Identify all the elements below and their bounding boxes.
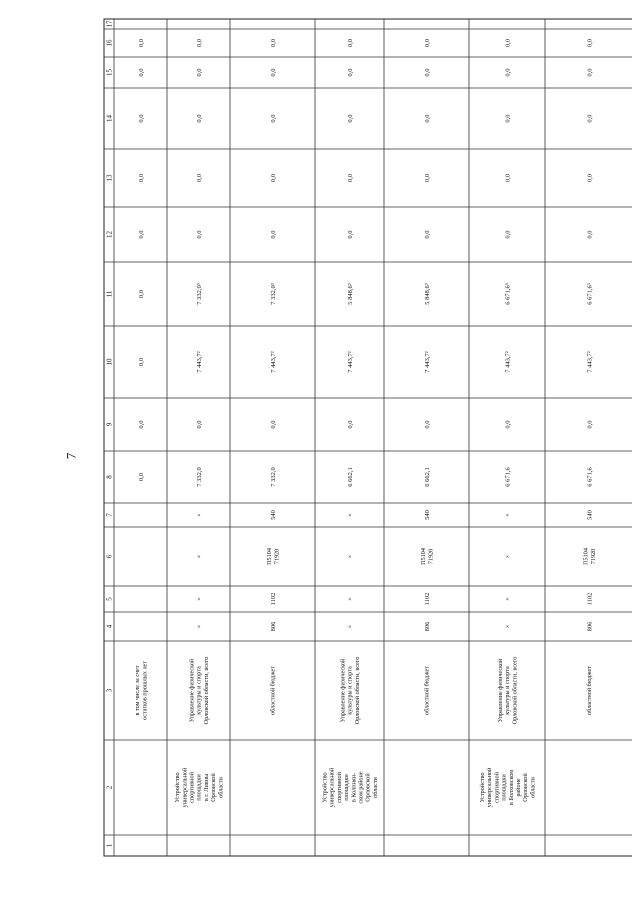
value-cell: 0,0 bbox=[269, 38, 277, 48]
value-cell: 0,0 bbox=[504, 420, 512, 429]
code-cell: П510471920 bbox=[420, 548, 435, 565]
value-cell: 0,0 bbox=[423, 420, 431, 429]
header-cell-3: 3 bbox=[105, 688, 114, 693]
header-cell-12: 12 bbox=[105, 231, 114, 238]
value-cell: 0,0 bbox=[504, 230, 512, 239]
header-cell-1: 1 bbox=[105, 843, 114, 848]
value-cell: 0,0 bbox=[346, 114, 354, 123]
value-cell: 7 332,0 bbox=[195, 467, 203, 487]
value-cell: 0,0 bbox=[195, 38, 203, 48]
value-cell: 7 332,0³ bbox=[195, 283, 203, 305]
header-cell-14: 14 bbox=[105, 115, 114, 122]
value-cell: 1102 bbox=[423, 592, 431, 606]
value-cell: 806 bbox=[586, 621, 594, 632]
value-cell: 0,0 bbox=[269, 114, 277, 123]
header-cell-4: 4 bbox=[105, 624, 114, 629]
value-cell: 0,0 bbox=[195, 230, 203, 239]
value-cell: 0,0 bbox=[137, 38, 145, 48]
value-cell: 7 443,7² bbox=[269, 351, 277, 373]
table-body bbox=[104, 19, 632, 856]
header-cell-16: 16 bbox=[105, 39, 114, 47]
source-cell: областной бюджет bbox=[423, 666, 431, 715]
value-cell: 0,0 bbox=[346, 38, 354, 48]
header-cell-2: 2 bbox=[105, 785, 114, 790]
value-cell: × bbox=[195, 624, 203, 629]
value-cell: 0,0 bbox=[423, 114, 431, 123]
header-cell-10: 10 bbox=[105, 358, 114, 366]
value-cell: 0,0 bbox=[195, 68, 203, 77]
source-cell: областной бюджет bbox=[269, 666, 277, 715]
value-cell: × bbox=[504, 554, 512, 559]
header-cell-9: 9 bbox=[105, 422, 114, 427]
value-cell: 806 bbox=[269, 621, 277, 632]
value-cell: 0,0 bbox=[423, 68, 431, 77]
value-cell: 6 671,6³ bbox=[586, 283, 594, 305]
object-name-cell: Устройствоуниверсальнойспортивнойплощадкив Колпнян-ском районеОрловскойобласти bbox=[321, 767, 379, 808]
value-cell: 7 332,0³ bbox=[269, 283, 277, 305]
value-cell: 6 662,1 bbox=[346, 467, 354, 487]
value-cell: 6 662,1 bbox=[423, 467, 431, 487]
value-cell: 0,0 bbox=[195, 173, 203, 183]
value-cell: × bbox=[195, 597, 203, 601]
source-cell: в том числе за счетостатков прошлых лет bbox=[134, 660, 149, 721]
value-cell: 0,0 bbox=[137, 68, 145, 77]
value-cell: 5 848,6³ bbox=[423, 283, 431, 305]
value-cell: 540 bbox=[423, 510, 431, 520]
value-cell: 0,0 bbox=[346, 420, 354, 429]
value-cell: 0,0 bbox=[137, 357, 145, 367]
header-cell-15: 15 bbox=[105, 69, 114, 76]
value-cell: 0,0 bbox=[586, 420, 594, 429]
value-cell: 0,0 bbox=[586, 68, 594, 77]
header-cell-6: 6 bbox=[105, 554, 114, 559]
header-cell-5: 5 bbox=[105, 597, 114, 601]
header-cell-17: 17 bbox=[105, 20, 114, 28]
value-cell: 6 671,6 bbox=[504, 467, 512, 487]
value-cell: 806 bbox=[423, 621, 431, 632]
value-cell: 0,0 bbox=[137, 173, 145, 183]
value-cell: × bbox=[346, 513, 354, 517]
value-cell: 7 443,7² bbox=[423, 351, 431, 373]
value-cell: 540 bbox=[586, 510, 594, 520]
value-cell: 0,0 bbox=[586, 38, 594, 48]
value-cell: × bbox=[346, 597, 354, 601]
value-cell: 7 332,0 bbox=[269, 467, 277, 487]
value-cell: 0,0 bbox=[586, 173, 594, 183]
value-cell: 0,0 bbox=[423, 38, 431, 48]
value-cell: 0,0 bbox=[423, 173, 431, 183]
table-frame bbox=[104, 19, 632, 856]
value-cell: × bbox=[346, 624, 354, 629]
value-cell: 0,0 bbox=[586, 114, 594, 123]
value-cell: 0,0 bbox=[504, 68, 512, 77]
object-name-cell: Устройствоуниверсальнойспортивнойплощадкив г. ЛивныОрловскойобласти bbox=[174, 767, 225, 808]
value-cell: 0,0 bbox=[195, 114, 203, 123]
header-cell-8: 8 bbox=[105, 475, 114, 479]
value-cell: 7 443,7² bbox=[504, 351, 512, 373]
value-cell: 0,0 bbox=[137, 472, 145, 482]
value-cell: 7 443,7² bbox=[586, 351, 594, 373]
value-cell: × bbox=[195, 513, 203, 517]
header-cell-11: 11 bbox=[105, 290, 114, 298]
value-cell: 0,0 bbox=[504, 173, 512, 183]
value-cell: 0,0 bbox=[269, 68, 277, 77]
value-cell: 0,0 bbox=[346, 68, 354, 77]
value-cell: × bbox=[346, 554, 354, 559]
header-cell-13: 13 bbox=[105, 174, 114, 182]
value-cell: 0,0 bbox=[137, 230, 145, 239]
value-cell: 0,0 bbox=[195, 420, 203, 429]
value-cell: 5 848,6³ bbox=[346, 283, 354, 305]
value-cell: × bbox=[504, 597, 512, 601]
header-cell-7: 7 bbox=[105, 513, 114, 517]
source-cell: Управление физическойкультуры и спортаОрловской области, всего bbox=[339, 656, 361, 725]
code-cell: П510471920 bbox=[582, 548, 597, 565]
value-cell: 6 671,6³ bbox=[504, 283, 512, 305]
value-cell: 7 443,7² bbox=[195, 351, 203, 373]
value-cell: 0,0 bbox=[269, 420, 277, 429]
source-cell: Управление физическойкультуры и спортаОрловской области, всего bbox=[188, 656, 210, 725]
code-cell: П510471920 bbox=[266, 548, 281, 565]
value-cell: 6 671,6 bbox=[586, 467, 594, 487]
value-cell: 0,0 bbox=[346, 230, 354, 239]
value-cell: 0,0 bbox=[269, 173, 277, 183]
value-cell: 1102 bbox=[586, 592, 594, 606]
source-cell: Управление физическойкультуры и спортаОрловской области, всего bbox=[496, 656, 519, 725]
object-name-cell: Устройствоуниверсальнойспортивнойплощадкив БолховскомрайонеОрловскойобласти bbox=[478, 767, 537, 808]
page-number: 7 bbox=[63, 452, 79, 460]
value-cell: 0,0 bbox=[423, 230, 431, 239]
value-cell: × bbox=[195, 554, 203, 559]
source-cell: областной бюджет bbox=[586, 666, 594, 715]
value-cell: × bbox=[504, 513, 512, 517]
value-cell: 0,0 bbox=[346, 173, 354, 183]
value-cell: 0,0 bbox=[269, 230, 277, 239]
value-cell: 7 443,7² bbox=[346, 351, 354, 373]
value-cell: 0,0 bbox=[137, 114, 145, 123]
value-cell: 0,0 bbox=[504, 38, 512, 48]
value-cell: 1102 bbox=[269, 592, 277, 606]
value-cell: 0,0 bbox=[586, 230, 594, 239]
value-cell: 0,0 bbox=[137, 289, 145, 299]
value-cell: 540 bbox=[269, 510, 277, 520]
value-cell: × bbox=[504, 624, 512, 629]
value-cell: 0,0 bbox=[504, 114, 512, 123]
value-cell: 0,0 bbox=[137, 420, 145, 429]
